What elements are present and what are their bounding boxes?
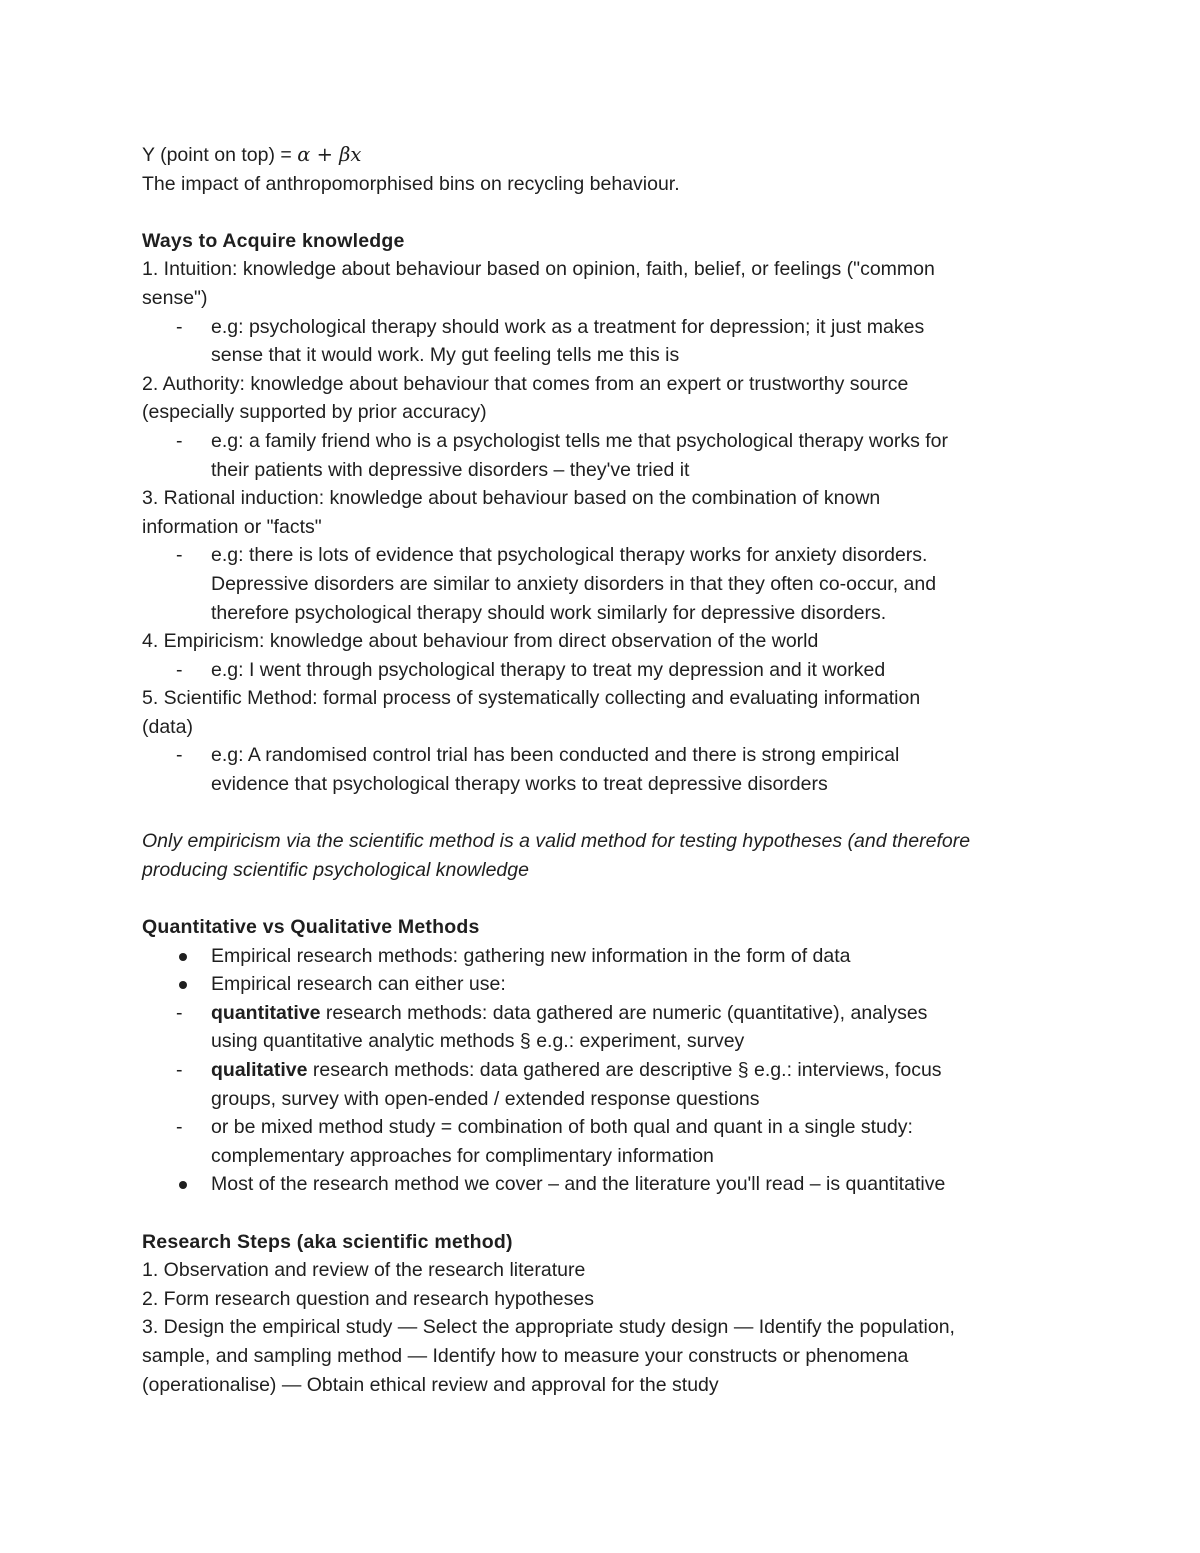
formula-math: 𝛼 + 𝛽𝑥 <box>297 143 362 166</box>
dash-line: complementary approaches for complimentary information <box>211 1144 714 1167</box>
dash-marker: - <box>176 315 183 338</box>
dash-item-qualitative <box>142 1056 1072 1113</box>
dash-line <box>211 999 1072 1028</box>
bullet-text: Empirical research can either use: <box>211 973 506 996</box>
ways-item-3-example <box>142 541 1072 627</box>
spacer <box>142 799 1072 828</box>
example-line: Depressive disorders are similar to anxiety disorders in that they often co-occur, and <box>211 572 937 595</box>
example-line: their patients with depressive disorders – they've tried it <box>211 458 690 481</box>
dash-item-quantitative <box>142 999 1072 1056</box>
dash-marker: - <box>176 1116 183 1139</box>
example-line: e.g: psychological therapy should work as a treatment for depression; it just makes <box>211 315 925 338</box>
step-3-line-3: (operationalise) — Obtain ethical review and approval for the study <box>142 1373 719 1396</box>
term-quantitative: quantitative <box>211 1001 321 1024</box>
formula-line <box>142 141 1072 170</box>
spacer <box>142 198 1072 227</box>
ways-heading: Ways to Acquire knowledge <box>142 229 405 252</box>
example-line: e.g: I went through psychological therapy to treat my depression and it worked <box>211 658 886 681</box>
dash-line: groups, survey with open-ended / extended response questions <box>211 1087 760 1110</box>
ways-item-2-example <box>142 427 1072 484</box>
research-steps-heading: Research Steps (aka scientific method) <box>142 1230 513 1253</box>
term-qualitative: qualitative <box>211 1059 308 1081</box>
ways-item-2-line-2: (especially supported by prior accuracy) <box>142 401 487 424</box>
ways-item-3-line-2: information or "facts" <box>142 515 322 538</box>
bullet-item <box>142 942 1072 971</box>
example-line: sense that it would work. My gut feeling tells me this is <box>211 344 680 367</box>
dash-line: using quantitative analytic methods § e.g.: experiment, survey <box>211 1030 745 1053</box>
spacer <box>142 1199 1072 1228</box>
dash-marker: - <box>176 544 183 567</box>
topic-line: The impact of anthropomorphised bins on recycling behaviour. <box>142 172 680 195</box>
dash-item-mixed <box>142 1113 1072 1170</box>
example-line: e.g: a family friend who is a psychologist tells me that psychological therapy works for <box>211 429 949 452</box>
dash-marker: - <box>176 744 183 767</box>
ways-item-3-line-1: 3. Rational induction: knowledge about behaviour based on the combination of known <box>142 487 881 510</box>
step-3-line-1: 3. Design the empirical study — Select the appropriate study design — Identify the population, <box>142 1316 955 1339</box>
bullet-dot <box>179 953 187 961</box>
bullet-text: Empirical research methods: gathering new information in the form of data <box>211 944 851 967</box>
dash-marker: - <box>176 429 183 452</box>
dash-line: or be mixed method study = combination of both qual and quant in a single study: <box>211 1116 913 1139</box>
empiricism-note-line-1: Only empiricism via the scientific method is a valid method for testing hypotheses (and therefore <box>142 830 971 853</box>
dash-marker: - <box>176 1059 183 1081</box>
dash-line <box>211 1056 1072 1085</box>
bullet-dot <box>179 1181 187 1189</box>
empiricism-note-line-2: producing scientific psychological knowledge <box>142 858 529 881</box>
bullet-item <box>142 1170 1072 1199</box>
step-1: 1. Observation and review of the research literature <box>142 1259 586 1282</box>
step-2: 2. Form research question and research hypotheses <box>142 1287 594 1310</box>
dash-marker: - <box>176 1001 183 1024</box>
example-line: e.g: A randomised control trial has been conducted and there is strong empirical <box>211 744 900 767</box>
bullet-item <box>142 970 1072 999</box>
ways-item-5-line-1: 5. Scientific Method: formal process of systematically collecting and evaluating information <box>142 687 921 710</box>
ways-item-1-line-1: 1. Intuition: knowledge about behaviour based on opinion, faith, belief, or feelings ("common <box>142 258 935 281</box>
ways-item-5-example <box>142 741 1072 798</box>
ways-item-5-line-2: (data) <box>142 715 193 738</box>
step-3-line-2: sample, and sampling method — Identify how to measure your constructs or phenomena <box>142 1344 909 1367</box>
ways-item-1-example <box>142 313 1072 370</box>
quant-qual-heading: Quantitative vs Qualitative Methods <box>142 916 480 939</box>
formula-prefix: Y (point on top) = <box>142 144 298 166</box>
ways-item-2-line-1: 2. Authority: knowledge about behaviour that comes from an expert or trustworthy source <box>142 372 909 395</box>
example-line: evidence that psychological therapy works to treat depressive disorders <box>211 773 828 796</box>
dash-marker: - <box>176 658 183 681</box>
example-line: therefore psychological therapy should work similarly for depressive disorders. <box>211 601 887 624</box>
bullet-text: Most of the research method we cover – and the literature you'll read – is quantitative <box>211 1173 946 1196</box>
example-line: e.g: there is lots of evidence that psychological therapy works for anxiety disorders. <box>211 544 928 567</box>
document-page <box>142 141 1072 1399</box>
ways-item-4-example <box>142 656 1072 685</box>
dash-text: research methods: data gathered are numeric (quantitative), analyses <box>320 1001 928 1024</box>
spacer <box>142 884 1072 913</box>
ways-item-4-line-1: 4. Empiricism: knowledge about behaviour from direct observation of the world <box>142 630 819 653</box>
dash-text: research methods: data gathered are descriptive § e.g.: interviews, focus <box>307 1059 942 1081</box>
ways-item-1-line-2: sense") <box>142 286 208 309</box>
bullet-dot <box>179 981 187 989</box>
